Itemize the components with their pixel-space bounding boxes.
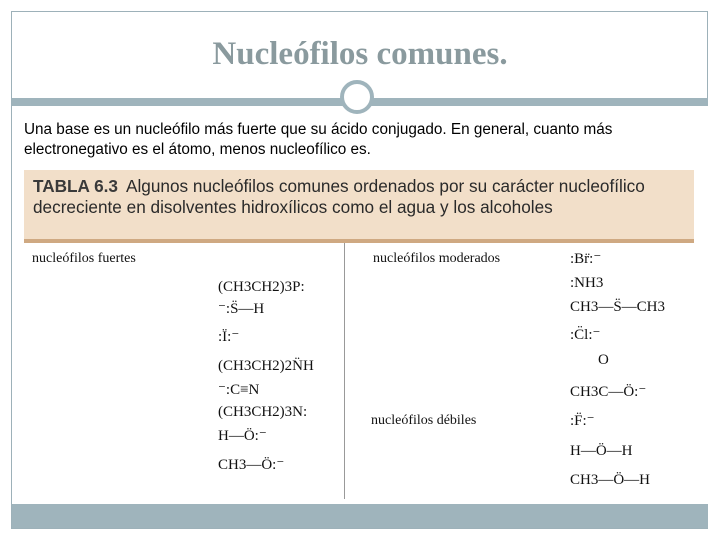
strong-item: (CH3CH2)2N̈H [218, 358, 314, 374]
table-caption [33, 176, 683, 217]
moderate-item: :C̈l:⁻ [570, 327, 601, 343]
moderate-item: :Br̈:⁻ [570, 251, 602, 267]
strong-label: nucleófilos fuertes [32, 251, 136, 266]
moderate-item: :NH3 [570, 275, 604, 291]
weak-item: H—Ö—H [570, 443, 633, 459]
weak-item: CH3—Ö—H [570, 472, 651, 488]
moderate-item: CH3C—Ö:⁻ [570, 384, 647, 400]
table-caption-text: Algunos nucleófilos comunes ordenados por su carácter nucleofílico decreciente en disolventes hidroxílicos como el agua y los alcoholes [33, 176, 645, 217]
slide-title: Nucleófilos comunes. [212, 36, 508, 72]
strong-item: (CH3CH2)3N: [218, 404, 308, 420]
intro-text: Una base es un nucleófilo más fuerte que su ácido conjugado. En general, cuanto más electronegativo es el átomo, menos nucleofílico es. [24, 121, 613, 158]
moderate-item: CH3—S̈—CH3 [570, 299, 666, 315]
weak-item: :F̈:⁻ [570, 413, 595, 429]
strong-item: CH3—Ö:⁻ [218, 457, 285, 473]
ring-ornament [340, 80, 374, 114]
footer-band [12, 504, 708, 528]
strong-item: H—Ö:⁻ [218, 428, 267, 444]
weak-label: nucleófilos débiles [371, 413, 477, 428]
moderate-item: O [598, 352, 609, 368]
table-header [24, 170, 694, 240]
strong-item: (CH3CH2)3P: [218, 279, 305, 295]
moderate-label: nucleófilos moderados [373, 251, 501, 266]
strong-item: ⁻:C≡N [218, 382, 260, 398]
column-divider [344, 243, 345, 499]
table-number: TABLA 6.3 [33, 176, 118, 196]
strong-item: :Ï:⁻ [218, 329, 240, 345]
strong-item: ⁻:S̈—H [218, 301, 265, 317]
